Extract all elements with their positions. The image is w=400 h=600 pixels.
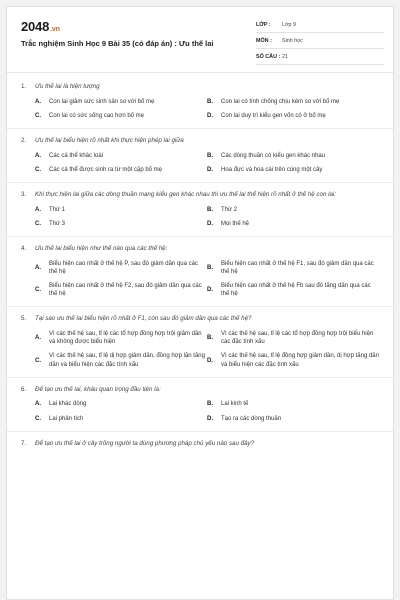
- question-1: [21, 83, 379, 129]
- meta-label: LỚP :: [256, 21, 271, 28]
- option-letter: B.: [207, 98, 213, 105]
- option-text: Biểu hiện cao nhất ở thế hệ F1, sau đó giảm dần qua các thế hệ: [221, 260, 374, 275]
- option-letter: A.: [35, 264, 41, 271]
- option-text: Thứ 3: [49, 220, 66, 227]
- option-text: Thứ 2: [221, 206, 238, 213]
- question-number: 7.: [21, 439, 27, 447]
- option-text: Lai khác dòng: [49, 401, 87, 408]
- question-text: Để tạo ưu thế lai ở cây trồng người ta dùng phương pháp chủ yếu nào sau đây?: [35, 439, 255, 447]
- option-letter: C.: [35, 357, 41, 364]
- option-letter: A.: [35, 98, 41, 105]
- option-c[interactable]: [35, 282, 207, 298]
- question-number: 2.: [21, 137, 27, 144]
- option-c[interactable]: [35, 220, 207, 228]
- question-list: [7, 73, 393, 448]
- site-logo[interactable]: [21, 19, 60, 34]
- option-text: Hoa đực và hoa cái trên cùng một cây: [221, 166, 323, 173]
- option-text: Thứ 1: [49, 206, 66, 213]
- page-header: [7, 7, 393, 73]
- meta-row-class: [256, 17, 384, 33]
- question-6: [21, 386, 379, 432]
- option-letter: B.: [207, 401, 213, 408]
- option-text: Các cá thể khác loài: [49, 152, 104, 159]
- option-letter: B.: [207, 152, 213, 159]
- meta-value: Sinh học: [282, 37, 303, 44]
- option-letter: A.: [35, 152, 41, 159]
- option-d[interactable]: [207, 112, 379, 120]
- option-text: Lai kinh tế: [221, 401, 249, 408]
- option-letter: C.: [35, 220, 41, 227]
- option-text: Biểu hiện cao nhất ở thế hệ F2, sau đó giảm dần qua các thế hệ: [49, 283, 202, 298]
- option-text: Vì các thế hệ sau, tỉ lệ đồng hợp giảm dần, dị hợp tăng dần và biểu hiện các đặc tính xấu: [221, 353, 379, 368]
- meta-row-subject: [256, 33, 384, 49]
- option-c[interactable]: [35, 415, 207, 423]
- option-b[interactable]: [207, 98, 379, 106]
- option-a[interactable]: [35, 400, 207, 408]
- question-5: [21, 315, 379, 377]
- option-letter: D.: [207, 287, 213, 294]
- question-3: [21, 191, 379, 237]
- option-text: Con lai duy trì kiểu gen vốn có ở bố mẹ: [221, 112, 326, 119]
- option-text: Vì các thế hệ sau, tỉ lệ các tổ hợp đồng hợp trội giảm dần và không được biểu hiện: [49, 331, 202, 346]
- option-b[interactable]: [207, 152, 379, 160]
- question-number: 1.: [21, 83, 27, 90]
- option-c[interactable]: [35, 352, 207, 368]
- divider: [7, 236, 393, 237]
- option-letter: A.: [35, 335, 41, 342]
- question-4: [21, 245, 379, 307]
- question-text: Ưu thế lai biểu hiện như thế nào qua các thế hệ:: [35, 245, 168, 252]
- option-b[interactable]: [207, 260, 379, 276]
- divider: [7, 182, 393, 183]
- logo-suffix: .vn: [50, 26, 60, 33]
- option-letter: C.: [35, 415, 41, 422]
- option-text: Các dòng thuần có kiểu gen khác nhau: [221, 152, 326, 159]
- meta-label: MÔN :: [256, 37, 272, 44]
- question-text: Tại sao ưu thế lai biểu hiện rõ nhất ở F1, còn sau đó giảm dần qua các thế hệ?: [35, 315, 252, 323]
- option-letter: C.: [35, 112, 41, 119]
- option-b[interactable]: [207, 206, 379, 214]
- question-text: Ưu thế lai biểu hiện rõ nhất khi thực hiện phép lai giữa: [35, 137, 184, 144]
- option-letter: C.: [35, 166, 41, 173]
- meta-row-count: [256, 49, 384, 65]
- option-c[interactable]: [35, 166, 207, 174]
- divider: [7, 128, 393, 129]
- question-number: 5.: [21, 315, 27, 323]
- option-text: Tạo ra các dòng thuần: [221, 415, 282, 422]
- option-text: Con lai giảm sức sinh sản so với bố mẹ: [49, 98, 155, 105]
- question-number: 6.: [21, 385, 27, 393]
- quiz-page: [6, 6, 394, 600]
- option-text: Các cá thể được sinh ra từ một cặp bố mẹ: [49, 166, 163, 173]
- quiz-meta: [256, 17, 384, 65]
- question-7: [21, 440, 379, 449]
- option-text: Vì các thế hệ sau, tỉ lệ dị hợp giảm dần, đồng hợp lặn tăng dần và biểu hiện các đặc tính xấu: [49, 353, 205, 368]
- divider: [7, 431, 393, 432]
- option-a[interactable]: [35, 152, 207, 160]
- option-a[interactable]: [35, 206, 207, 214]
- option-text: Con lai có tính chống chịu kém so với bố mẹ: [221, 98, 340, 105]
- option-c[interactable]: [35, 112, 207, 120]
- option-d[interactable]: [207, 352, 379, 368]
- divider: [7, 306, 393, 307]
- logo-text: 2048: [21, 19, 50, 34]
- option-letter: B.: [207, 264, 213, 271]
- option-d[interactable]: [207, 415, 379, 423]
- option-a[interactable]: [35, 260, 207, 276]
- option-a[interactable]: [35, 330, 207, 346]
- question-text: Để tạo ưu thế lai, khâu quan trọng đầu tiên là:: [35, 385, 161, 393]
- option-text: Vì các thế hệ sau, tỉ lệ các tổ hợp đồng hợp trội biểu hiện các đặc tính xấu: [221, 331, 374, 346]
- option-b[interactable]: [207, 330, 379, 346]
- question-number: 3.: [21, 191, 27, 198]
- meta-value: Lớp 9: [282, 21, 297, 28]
- question-number: 4.: [21, 245, 27, 252]
- option-letter: D.: [207, 112, 213, 119]
- option-letter: D.: [207, 220, 213, 227]
- meta-label: SỐ CÂU :: [256, 53, 281, 60]
- divider: [7, 377, 393, 378]
- question-text: Khi thực hiện lai giữa các dòng thuần mang kiểu gen khác nhau thì ưu thế lai thể hiện rõ nhất ở thế hệ con lai:: [35, 191, 337, 198]
- option-letter: A.: [35, 206, 41, 213]
- option-d[interactable]: [207, 220, 379, 228]
- option-letter: D.: [207, 166, 213, 173]
- option-d[interactable]: [207, 166, 379, 174]
- option-letter: D.: [207, 357, 213, 364]
- option-text: Con lai có sức sống cao hơn bố mẹ: [49, 112, 145, 119]
- option-letter: C.: [35, 287, 41, 294]
- option-text: Lai phân tích: [49, 415, 84, 422]
- option-text: Biểu hiện cao nhất ở thế hệ Fb sau đó tăng dần qua các thế hệ: [221, 283, 371, 298]
- option-d[interactable]: [207, 282, 379, 298]
- option-text: Mọi thế hệ: [221, 220, 250, 227]
- question-2: [21, 137, 379, 183]
- option-a[interactable]: [35, 98, 207, 106]
- option-text: Biểu hiện cao nhất ở thế hệ P, sau đó giảm dần qua các thế hệ: [49, 260, 198, 275]
- option-letter: A.: [35, 401, 41, 408]
- option-b[interactable]: [207, 400, 379, 408]
- question-text: Ưu thế lai là hiện tượng: [35, 83, 100, 90]
- page-title: Trắc nghiệm Sinh Học 9 Bài 35 (có đáp án) : Ưu thế lai: [21, 39, 214, 48]
- meta-value: 21: [282, 53, 288, 60]
- option-letter: B.: [207, 206, 213, 213]
- option-letter: D.: [207, 415, 213, 422]
- option-letter: B.: [207, 335, 213, 342]
